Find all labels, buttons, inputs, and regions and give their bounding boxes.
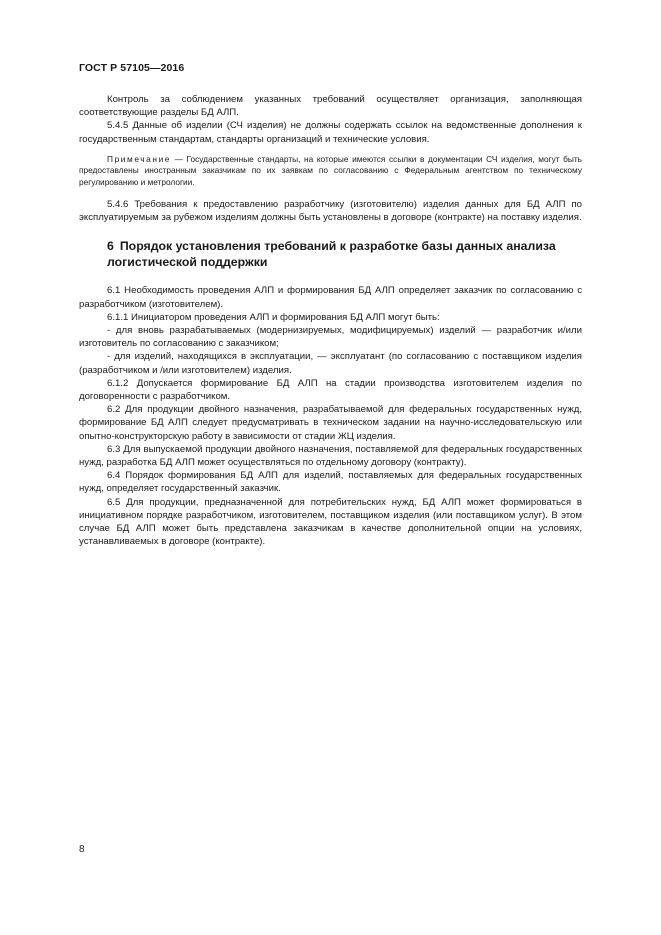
note-block bbox=[79, 154, 582, 188]
list-item-new-products: - для вновь разрабатываемых (модернизируемых, модифицируемых) изделий — разработчик и/или изготовитель по согласованию с заказчиком; bbox=[79, 325, 582, 350]
paragraph-6-1: 6.1 Необходимость проведения АЛП и формирования БД АЛП определяет заказчик по согласованию с разработчиком (изготовителем). bbox=[79, 285, 582, 310]
paragraph-6-2: 6.2 Для продукции двойного назначения, разрабатываемой для федеральных государственных нужд, формирование БД АЛП следует предусматривать в техническом задании на научно-исследовательскую или опытно-конструкторскую работу в зависимости от стадии ЖЦ изделия. bbox=[79, 404, 582, 442]
section-number: 6 bbox=[107, 239, 114, 254]
paragraph-6-3: 6.3 Для выпускаемой продукции двойного назначения, поставляемой для федеральных государственных нужд, разработка БД АЛП может осуществляться по отдельному договору (контракту). bbox=[79, 443, 582, 469]
paragraph-5-4-6: 5.4.6 Требования к предоставлению разработчику (изготовителю) изделия данных для БД АЛП по эксплуатируемым за рубежом изделиям должны быть установлены в договоре (контракте) на поставку изделия. bbox=[79, 199, 582, 224]
paragraph-6-4: 6.4 Порядок формирования БД АЛП для изделий, поставляемых для федеральных государственных нужд, определяет государственный заказчик. bbox=[79, 470, 582, 495]
paragraph-control: Контроль за соблюдением указанных требований осуществляет организация, заполняющая соответствующие разделы БД АЛП. bbox=[79, 94, 582, 119]
paragraph-6-1-1: 6.1.1 Инициатором проведения АЛП и формирования БД АЛП могут быть: bbox=[107, 311, 440, 323]
paragraph-5-4-5: 5.4.5 Данные об изделии (СЧ изделия) не должны содержать ссылок на ведомственные дополнения к государственным стандартам, стандарты организаций и технические условия. bbox=[79, 120, 582, 145]
paragraph-6-1-2: 6.1.2 Допускается формирование БД АЛП на стадии производства изготовителем изделия по договоренности с разработчиком. bbox=[79, 377, 582, 403]
paragraph-6-5: 6.5 Для продукции, предназначенной для потребительских нужд, БД АЛП может формироваться в инициативном порядке разработчиком, изготовителем, поставщиком изделия (или поставщиком услуг). В этом случае БД АЛП может быть представлена заказчикам в качестве дополнительной опции на условиях, устанавливаемых в договоре (контракте). bbox=[79, 496, 582, 548]
note-label: Примечание bbox=[107, 153, 172, 164]
list-item-in-operation: - для изделий, находящихся в эксплуатации, — эксплуатант (по согласованию с поставщиком изделия (разработчиком и /или изготовителем) изделия. bbox=[79, 351, 582, 376]
note-text: — Государственные стандарты, на которые имеются ссылки в документации СЧ изделия, могут быть предоставлены иностранным заказчикам по их заявкам по согласованию с Федеральным агентством по техническому регулированию и метрологии. bbox=[79, 153, 582, 187]
page-content bbox=[79, 93, 582, 549]
document-header-id: ГОСТ Р 57105—2016 bbox=[79, 62, 185, 74]
section-heading bbox=[79, 238, 582, 270]
page-number: 8 bbox=[79, 844, 85, 855]
section-title-text: Порядок установления требований к разработке базы данных анализа логистической поддержки bbox=[107, 239, 556, 270]
